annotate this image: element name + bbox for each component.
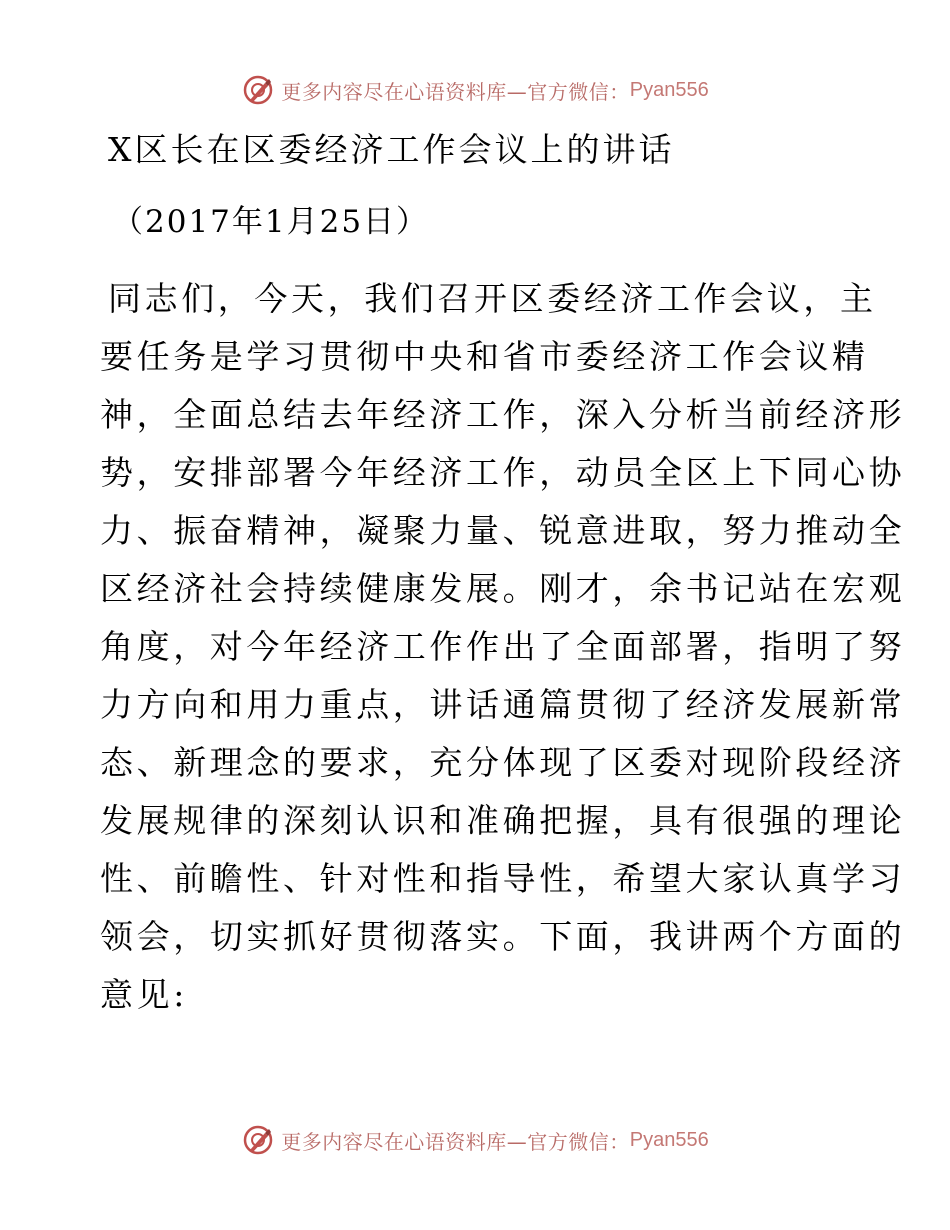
body-line: 势，安排部署今年经济工作，动员全区上下同心协 [100,453,906,492]
body-line: 性、前瞻性、针对性和指导性，希望大家认真学习 [100,859,906,898]
pen-logo-icon [241,73,275,107]
body-line: 神，全面总结去年经济工作，深入分析当前经济形 [100,395,906,434]
body-line: 发展规律的深刻认识和准确把握，具有很强的理论 [100,801,906,840]
document-title: X区长在区委经济工作会议上的讲话 [108,130,675,169]
watermark-text: 更多内容尽在心语资料库—官方微信： [281,1129,630,1154]
watermark-account: Pyan556 [629,78,709,101]
body-line: 领会，切实抓好贯彻落实。下面，我讲两个方面的 [100,917,906,956]
watermark-account: Pyan556 [629,1128,709,1151]
header-watermark [0,70,950,110]
body-line: 力方向和用力重点，讲话通篇贯彻了经济发展新常 [100,685,906,724]
document-body [100,270,906,1024]
body-line: 力、振奋精神，凝聚力量、锐意进取，努力推动全 [100,511,906,550]
body-line: 区经济社会持续健康发展。刚才，余书记站在宏观 [100,569,906,608]
body-line: 意见: [100,975,188,1014]
body-line: 要任务是学习贯彻中央和省市委经济工作会议精 [100,337,869,376]
body-line: 角度，对今年经济工作作出了全面部署，指明了努 [100,627,906,666]
document-date: （2017年1月25日） [112,204,430,240]
footer-watermark [0,1120,950,1160]
body-line: 同志们，今天，我们召开区委经济工作会议，主 [108,279,877,318]
watermark-text: 更多内容尽在心语资料库—官方微信： [281,79,630,104]
body-line: 态、新理念的要求，充分体现了区委对现阶段经济 [100,743,906,782]
pen-logo-icon [241,1123,275,1157]
